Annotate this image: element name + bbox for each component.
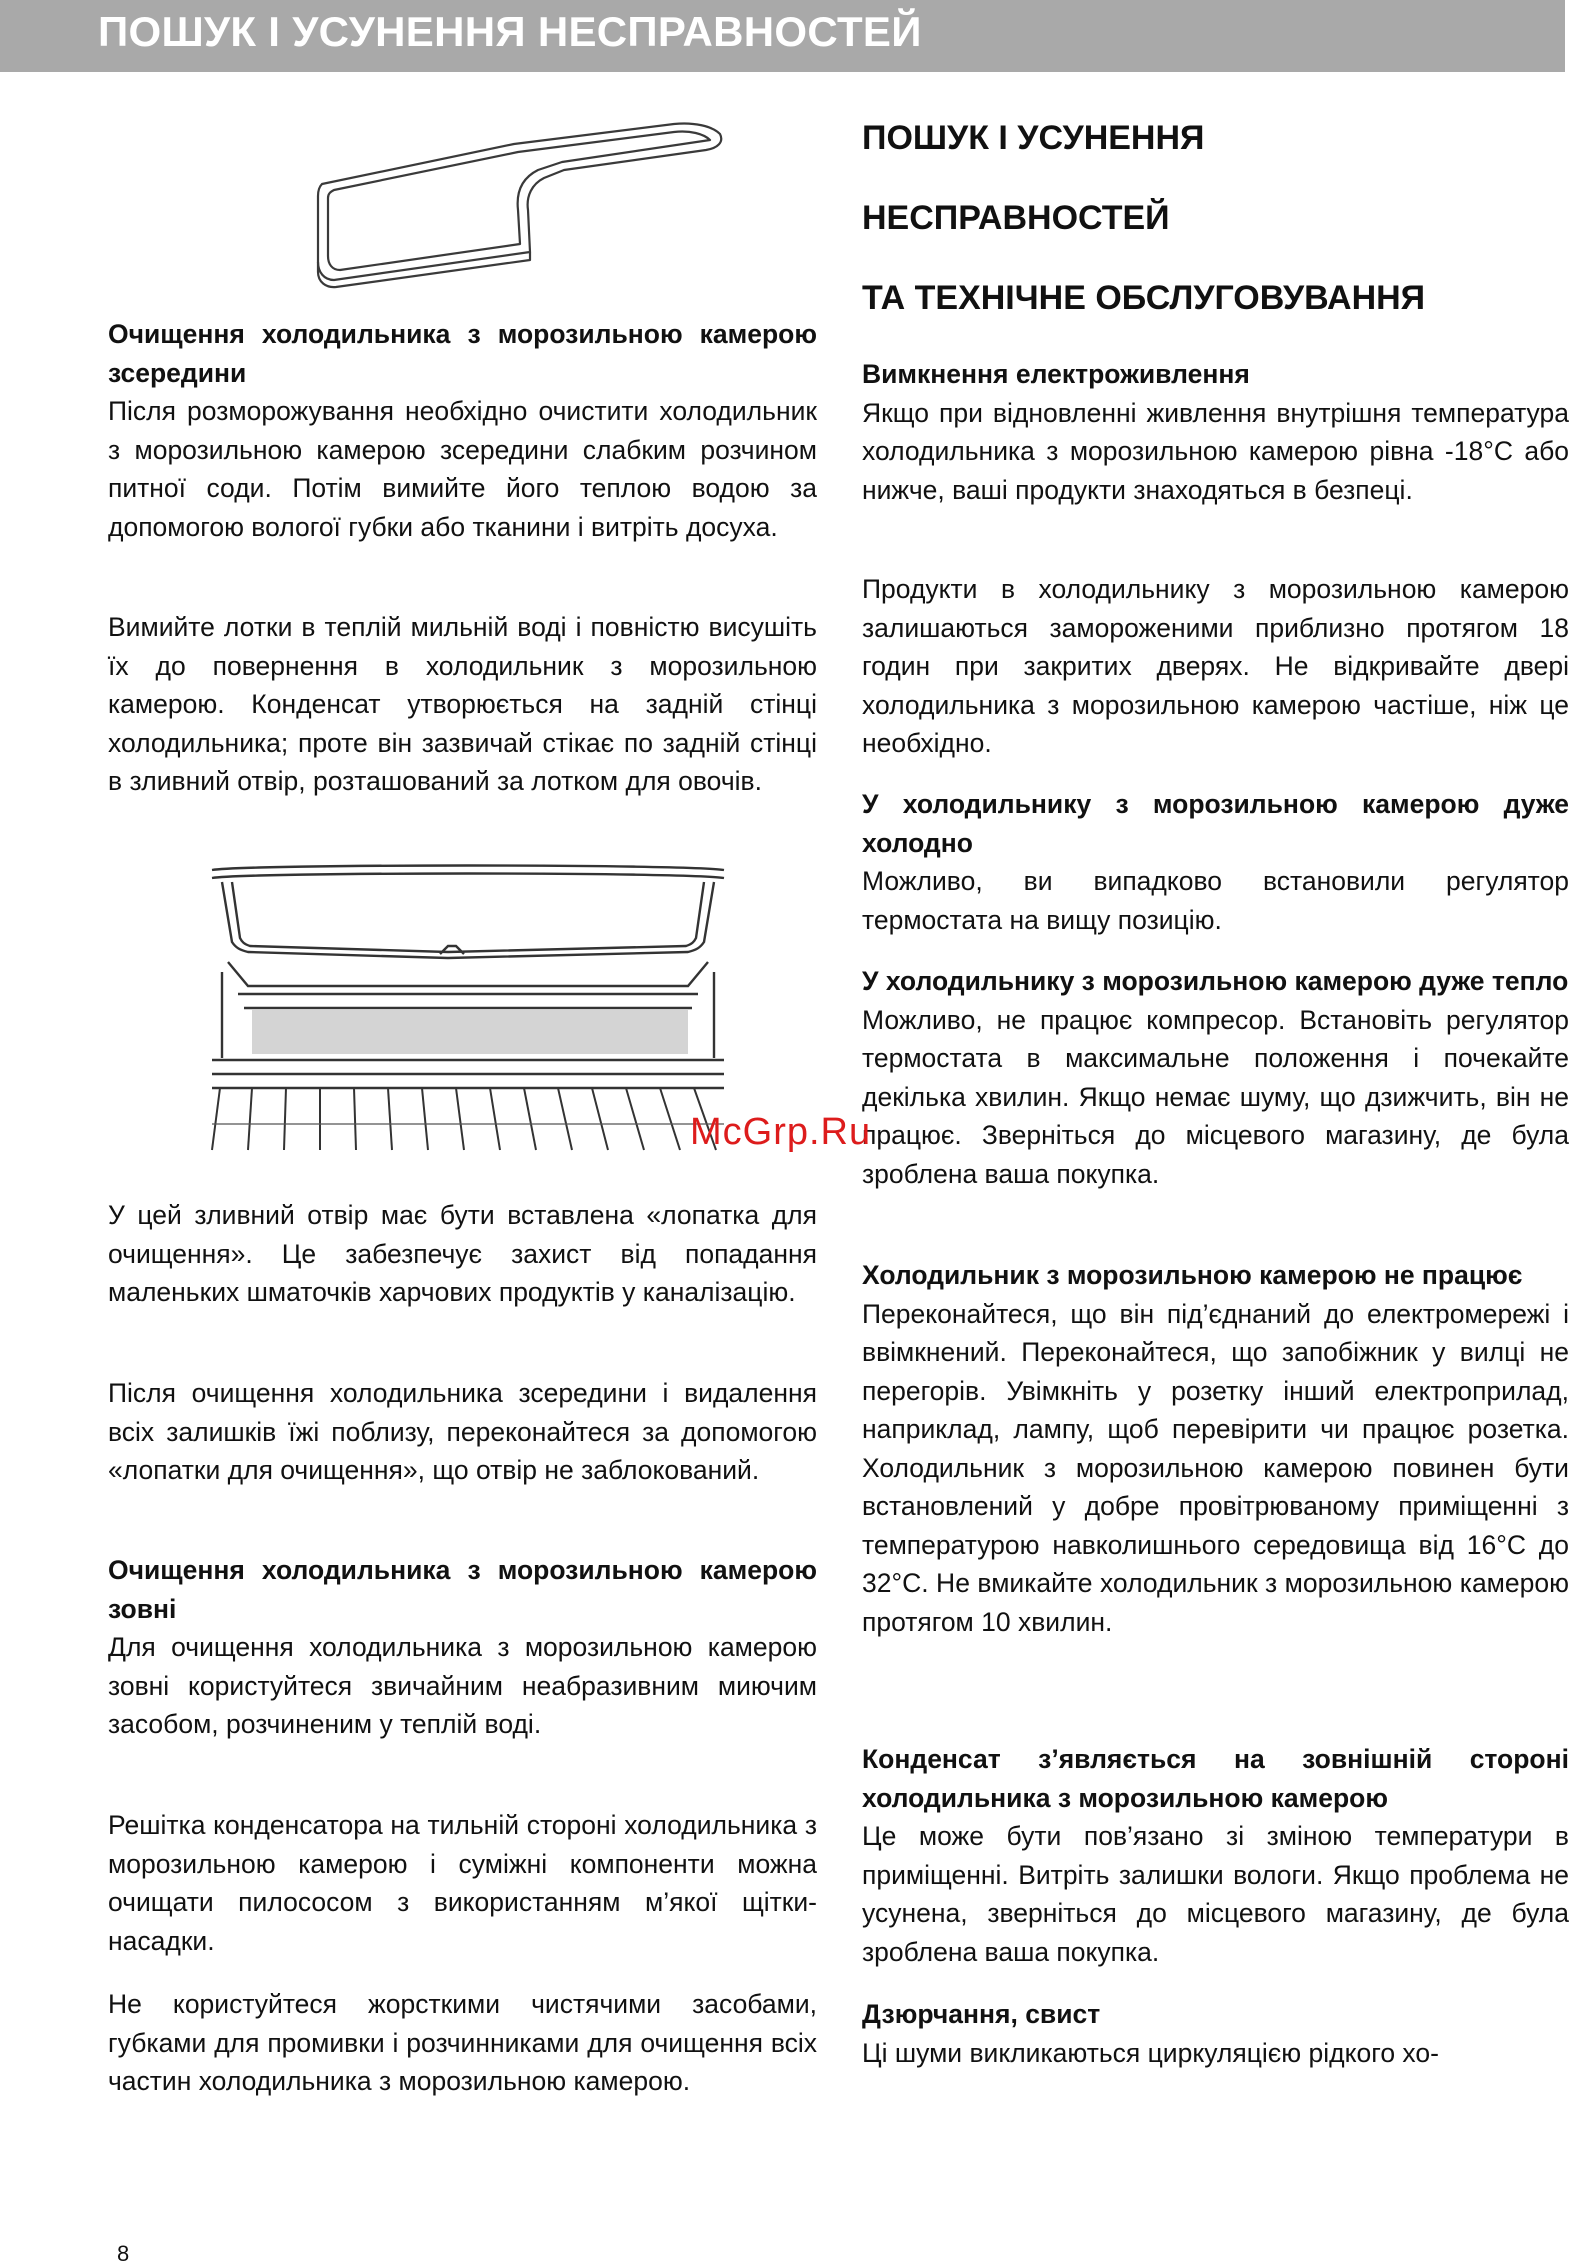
section-title: Очищення холодильника з морозильною камерою зовні [108, 1555, 817, 1624]
page-title: ПОШУК І УСУНЕННЯ НЕСПРАВНОСТЕЙ [98, 8, 922, 55]
body-paragraph: Після очищення холодильника зсередини і видалення всіх залишків їжі поблизу, переконайтеся за допомогою «лопатки для очищення», що отвір не заблокований. [108, 1378, 817, 1485]
section-title: Холодильник з морозильною камерою не працює [862, 1260, 1523, 1290]
body-paragraph: Після розморожування необхідно очистити холодильник з морозильною камерою зсередини слабким розчином питної соди. Потім вимийте його теплою водою за допомогою вологої губки або тканини і витріть досуха. [108, 396, 817, 542]
body-paragraph: Для очищення холодильника з морозильною камерою зовні користуйтеся звичайним неабразивним миючим засобом, розчиненим у теплій воді. [108, 1632, 817, 1739]
page-number: 8 [117, 2241, 130, 2266]
body-paragraph: Ці шуми викликаються циркуляцією рідкого хо- [862, 2037, 1439, 2068]
section-title: Вимкнення електроживлення [862, 359, 1250, 389]
body-paragraph: У цей зливний отвір має бути вставлена «лопатка для очищення». Це забезпечує захист від попадання маленьких шматочків харчових продуктів у каналізацію. [108, 1200, 817, 1307]
body-paragraph: Це може бути пов’язано зі зміною температури в приміщенні. Витріть залишки вологи. Якщо проблема не усунена, зверніться до місцевого магазину, де була зроблена ваша покупка. [862, 1821, 1569, 1967]
body-paragraph: Можливо, ви випадково встановили регулятор термостата на вищу позицію. [862, 866, 1569, 935]
section-heading-line-3: ТА ТЕХНІЧНЕ ОБСЛУГОВУВАННЯ [862, 279, 1426, 317]
section-title: У холодильнику з морозильною камерою дуже холодно [862, 789, 1569, 858]
watermark: McGrp.Ru [690, 1111, 872, 1153]
body-paragraph: Переконайтеся, що він під’єднаний до електромережі і ввімкнений. Переконайтеся, що запобіжник у вилці не перегорів. Увімкніть у розетку інший електроприлад, наприклад, лампу, щоб перевірити чи працює розетка. Холодильник з морозильною камерою повинен бути встановлений у добре провітрюваному приміщенні з температурою навколишнього середовища від 16°С до 32°С. Не вмикайте холодильник з морозильною камерою протягом 10 хвилин. [862, 1298, 1569, 1637]
section-title: Конденсат з’являється на зовнішній стороні холодильника з морозильною камерою [862, 1744, 1569, 1813]
body-paragraph: Можливо, не працює компресор. Встановіть регулятор термостата в максимальне положення і почекайте декілька хвилин. Якщо немає шуму, що дзижчить, він не працює. Зверніться до місцевого магазину, де була зроблена ваша покупка. [862, 1004, 1569, 1189]
body-paragraph: Якщо при відновленні живлення внутрішня температура холодильника з морозильною камерою рівна -18°С або нижче, ваші продукти знаходяться в безпеці. [862, 397, 1569, 505]
body-paragraph: Не користуйтеся жорсткими чистячими засобами, губками для промивки і розчинниками для очищення всіх частин холодильника з морозильною камерою. [108, 1989, 817, 2096]
cleaning-scraper-illustration [314, 112, 734, 292]
section-title: Очищення холодильника з морозильною камерою зсередини [108, 319, 817, 388]
section-title: У холодильнику з морозильною камерою дуже тепло [862, 966, 1569, 996]
section-title: Дзюрчання, свист [862, 1999, 1101, 2029]
header-bar [0, 0, 1565, 72]
body-paragraph: Продукти в холодильнику з морозильною камерою залишаються замороженими приблизно протягом 18 годин при закритих дверях. Не відкривайте двері холодильника з морозильною камерою частіше, ніж це необхідно. [862, 574, 1569, 758]
section-heading-line-2: НЕСПРАВНОСТЕЙ [862, 199, 1170, 237]
section-heading-line-1: ПОШУК І УСУНЕННЯ [862, 119, 1205, 157]
body-paragraph: Вимийте лотки в теплій мильній воді і повністю висушіть їх до повернення в холодильник з морозильною камерою. Конденсат утворюється на задній стінці холодильника; проте він зазвичай стікає по задній стінці в зливний отвір, розташований за лотком для овочів. [108, 612, 817, 796]
fridge-interior-drain-illustration [208, 862, 728, 1152]
body-paragraph: Решітка конденсатора на тильній стороні холодильника з морозильною камерою і суміжні компоненти можна очищати пилососом з використанням м’якої щітки-насадки. [108, 1810, 817, 1956]
